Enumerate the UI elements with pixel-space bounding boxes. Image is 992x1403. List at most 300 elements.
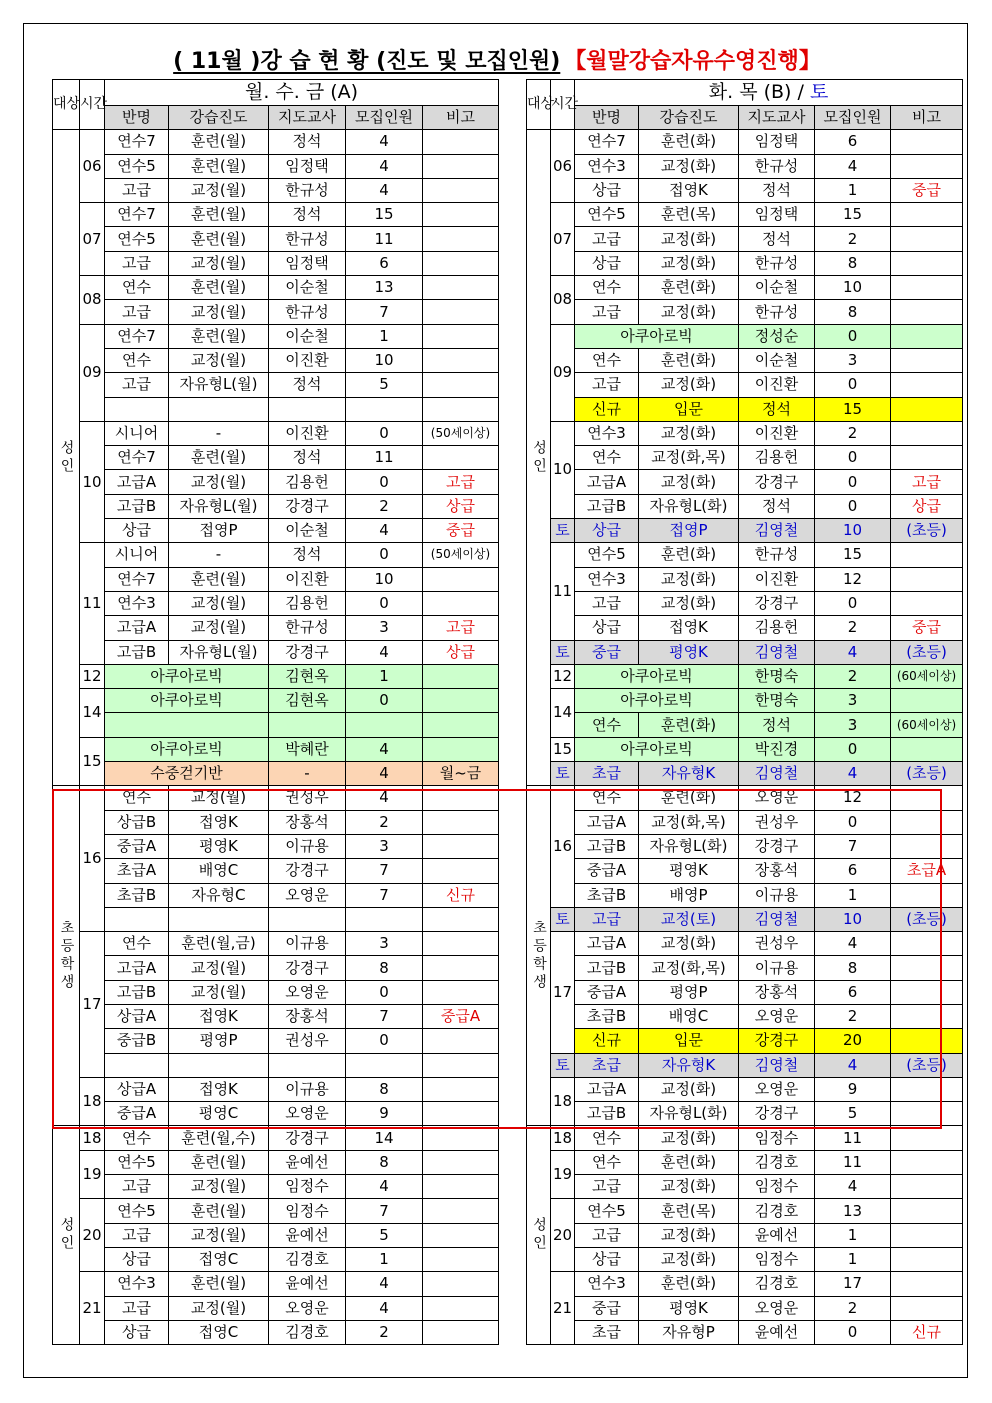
table-row [53, 737, 499, 761]
col-recruit: 모집인원 [815, 106, 891, 130]
header-target: 대상 [53, 80, 80, 130]
cell: 4 [815, 762, 891, 786]
time-cell: 18 [80, 1126, 105, 1150]
cell: 이순철 [739, 276, 815, 300]
cell: 이규용 [269, 932, 346, 956]
cell: 훈련(화) [639, 1272, 739, 1296]
cell: 임정수 [269, 1199, 346, 1223]
cell [891, 737, 963, 761]
table-row [53, 178, 499, 202]
cell: 김용헌 [269, 470, 346, 494]
table-row [527, 348, 963, 372]
table-row [527, 397, 963, 421]
cell: 초급A [105, 859, 169, 883]
cell [423, 130, 499, 154]
cell [423, 859, 499, 883]
table-row [53, 470, 499, 494]
table-row [527, 1272, 963, 1296]
table-row [527, 421, 963, 445]
cell: 윤예선 [269, 1272, 346, 1296]
table-row [53, 543, 499, 567]
cell: 교정(월) [169, 786, 269, 810]
cell: 교정(화) [639, 251, 739, 275]
cell [423, 1223, 499, 1247]
cell [423, 1272, 499, 1296]
title-main: ( 11월 )강 습 현 황 (진도 및 모집인원) [173, 49, 561, 74]
cell: 훈련(화) [639, 786, 739, 810]
cell: 상급 [105, 1247, 169, 1271]
cell: 접영K [169, 810, 269, 834]
cell: 훈련(화) [639, 130, 739, 154]
table-row [53, 1029, 499, 1053]
table-row [53, 591, 499, 615]
table-row [53, 1320, 499, 1344]
cell: 이진환 [739, 421, 815, 445]
cell: 0 [346, 689, 423, 713]
cell: 훈련(화) [639, 713, 739, 737]
cell: 이규용 [269, 834, 346, 858]
table-row [53, 494, 499, 518]
cell: 고급B [575, 494, 639, 518]
cell: 이진환 [269, 421, 346, 445]
cell: 월~금 [423, 762, 499, 786]
cell: 8 [346, 956, 423, 980]
cell: 고급 [423, 470, 499, 494]
cell: 1 [346, 324, 423, 348]
cell: 3 [346, 834, 423, 858]
cell: 0 [815, 446, 891, 470]
cell: 신규 [423, 883, 499, 907]
cell: 입문 [639, 397, 739, 421]
col-note: 비고 [891, 106, 963, 130]
cell: 훈련(월) [169, 1150, 269, 1174]
cell [423, 1247, 499, 1271]
table-row [53, 640, 499, 664]
cell: 시니어 [105, 543, 169, 567]
cell: 4 [346, 519, 423, 543]
cell: 1 [815, 883, 891, 907]
table-row [527, 810, 963, 834]
cell: 김용헌 [269, 591, 346, 615]
cell [423, 1102, 499, 1126]
table-row [527, 1296, 963, 1320]
cell: 5 [346, 1223, 423, 1247]
cell: 교정(화) [639, 567, 739, 591]
cell: 교정(화) [639, 1175, 739, 1199]
table-row [527, 737, 963, 761]
table-row [53, 519, 499, 543]
cell: 강경구 [269, 956, 346, 980]
cell: 시니어 [105, 421, 169, 445]
header-row [53, 80, 499, 106]
table-row [527, 1053, 963, 1077]
cell: 11 [346, 446, 423, 470]
cell [891, 130, 963, 154]
table-row [53, 154, 499, 178]
cell [891, 956, 963, 980]
cell: 한규성 [269, 616, 346, 640]
cell: 자유형L(월) [169, 640, 269, 664]
time-cell: 17 [551, 932, 575, 1053]
table-row [53, 421, 499, 445]
cell: 중급B [105, 1029, 169, 1053]
cell: 연수 [575, 446, 639, 470]
table-row [527, 519, 963, 543]
col-note: 비고 [423, 106, 499, 130]
cell: 고급A [105, 956, 169, 980]
cell: 임정택 [739, 130, 815, 154]
cell: 0 [346, 421, 423, 445]
cell [891, 786, 963, 810]
table-row [53, 203, 499, 227]
col-progress: 강습진도 [169, 106, 269, 130]
cell: 교정(화) [639, 300, 739, 324]
table-row [527, 1175, 963, 1199]
cell: - [169, 543, 269, 567]
header-time: 시간 [551, 80, 575, 130]
table-row [53, 1199, 499, 1223]
cell [423, 786, 499, 810]
cell: 연수5 [575, 203, 639, 227]
table-row [53, 834, 499, 858]
time-cell: 14 [551, 689, 575, 738]
cell: 고급B [105, 494, 169, 518]
cell: 6 [815, 130, 891, 154]
cell: 훈련(화) [639, 348, 739, 372]
cell: 11 [815, 1126, 891, 1150]
cell: 고급 [575, 227, 639, 251]
cell [346, 907, 423, 931]
table-row [527, 203, 963, 227]
table-row [53, 810, 499, 834]
table-row [527, 640, 963, 664]
cell [891, 154, 963, 178]
cell: 김영철 [739, 640, 815, 664]
cell [891, 543, 963, 567]
cell: 연수3 [105, 1272, 169, 1296]
time-cell: 16 [80, 786, 105, 932]
cell: 15 [815, 543, 891, 567]
table-row [527, 591, 963, 615]
cell: 4 [346, 762, 423, 786]
cell: 9 [346, 1102, 423, 1126]
table-row [53, 932, 499, 956]
cell: 이규용 [269, 1077, 346, 1101]
cell: 교정(월) [169, 348, 269, 372]
column-header-row [53, 106, 499, 130]
cell [423, 276, 499, 300]
cell: 초급B [575, 883, 639, 907]
cell [169, 1053, 269, 1077]
cell: 오영운 [739, 1077, 815, 1101]
header-days-text: 화. 목 (B) / [708, 81, 810, 103]
cell [269, 713, 346, 737]
cell: 연수 [575, 276, 639, 300]
cell: 한규성 [269, 178, 346, 202]
cell: 상급B [105, 810, 169, 834]
cell: 이순철 [739, 348, 815, 372]
cell: 강경구 [269, 494, 346, 518]
cell: 자유형P [639, 1320, 739, 1344]
cell: 권성우 [269, 1029, 346, 1053]
cell: 연수5 [575, 1199, 639, 1223]
cell: (50세이상) [423, 543, 499, 567]
cell [891, 1296, 963, 1320]
table-row [53, 348, 499, 372]
table-row [527, 762, 963, 786]
saturday-marker: 토 [551, 1053, 575, 1077]
header-days: 월. 수. 금 (A) [105, 80, 499, 106]
cell [891, 1175, 963, 1199]
cell: 고급 [105, 300, 169, 324]
cell: 신규 [575, 1029, 639, 1053]
cell: 상급 [575, 519, 639, 543]
cell: 자유형L(화) [639, 1102, 739, 1126]
cell: 교정(월) [169, 178, 269, 202]
table-row [53, 883, 499, 907]
table-row [527, 300, 963, 324]
cell: 접영K [639, 616, 739, 640]
cell: 교정(월) [169, 980, 269, 1004]
cell [169, 907, 269, 931]
cell: 연수5 [105, 1150, 169, 1174]
cell: 김영철 [739, 907, 815, 931]
cell: 권성우 [739, 932, 815, 956]
cell: 4 [346, 737, 423, 761]
cell: 7 [346, 1199, 423, 1223]
cell: 고급B [105, 980, 169, 1004]
cell: 훈련(목) [639, 203, 739, 227]
cell: 연수3 [575, 1272, 639, 1296]
cell [423, 591, 499, 615]
table-row [527, 859, 963, 883]
time-cell: 15 [80, 737, 105, 786]
cell: 13 [815, 1199, 891, 1223]
col-progress: 강습진도 [639, 106, 739, 130]
cell: 이규용 [739, 956, 815, 980]
cell: 강경구 [269, 859, 346, 883]
time-cell: 10 [80, 421, 105, 542]
cell: 김경호 [269, 1320, 346, 1344]
cell: 교정(화) [639, 373, 739, 397]
table-row [527, 907, 963, 931]
cell: 17 [815, 1272, 891, 1296]
table-row [527, 664, 963, 688]
cell: 고급A [105, 616, 169, 640]
cell: 상급A [105, 1004, 169, 1028]
cell [891, 980, 963, 1004]
cell [423, 1029, 499, 1053]
cell: 0 [346, 980, 423, 1004]
table-row [53, 762, 499, 786]
cell: 아쿠아로빅 [575, 324, 739, 348]
cell: 고급 [105, 373, 169, 397]
cell: 정석 [269, 373, 346, 397]
cell: 연수 [575, 1150, 639, 1174]
cell: 김경호 [739, 1199, 815, 1223]
cell: 연수5 [105, 227, 169, 251]
cell: 초급 [575, 1053, 639, 1077]
cell: 교정(월) [169, 616, 269, 640]
cell: 중급A [575, 980, 639, 1004]
time-cell: 20 [551, 1199, 575, 1272]
cell: 연수 [575, 348, 639, 372]
table-row [527, 543, 963, 567]
header-time: 시간 [80, 80, 105, 130]
table-row [527, 713, 963, 737]
table-row [527, 154, 963, 178]
time-cell: 11 [80, 543, 105, 664]
cell: (50세이상) [423, 421, 499, 445]
cell: 훈련(월,금) [169, 932, 269, 956]
table-row [53, 786, 499, 810]
cell: 박혜란 [269, 737, 346, 761]
cell: 고급A [575, 1077, 639, 1101]
cell: 1 [815, 1223, 891, 1247]
cell: 아쿠아로빅 [105, 689, 269, 713]
cell: 임정수 [739, 1175, 815, 1199]
cell: 5 [815, 1102, 891, 1126]
cell [891, 1004, 963, 1028]
cell: 강경구 [269, 1126, 346, 1150]
cell: 오영운 [269, 980, 346, 1004]
cell: 0 [815, 737, 891, 761]
table-row [53, 1272, 499, 1296]
cell: 7 [346, 859, 423, 883]
cell [423, 1175, 499, 1199]
cell: 교정(화,목) [639, 446, 739, 470]
cell: 1 [346, 1247, 423, 1271]
table-row [53, 1077, 499, 1101]
cell [105, 713, 269, 737]
cell: 임정수 [739, 1247, 815, 1271]
cell: - [269, 762, 346, 786]
cell: 교정(화,목) [639, 956, 739, 980]
table-row [527, 494, 963, 518]
cell [423, 713, 499, 737]
table-row [527, 1199, 963, 1223]
cell: 접영C [169, 1320, 269, 1344]
cell: 이진환 [739, 567, 815, 591]
cell: 2 [346, 1320, 423, 1344]
cell: 장홍석 [269, 1004, 346, 1028]
time-cell: 18 [80, 1077, 105, 1126]
header-days-saturday: 토 [809, 81, 829, 103]
cell: 연수 [105, 348, 169, 372]
cell: (초등) [891, 762, 963, 786]
time-cell: 09 [80, 324, 105, 421]
table-row [527, 834, 963, 858]
table-row [53, 227, 499, 251]
table-row [527, 567, 963, 591]
cell: 고급B [575, 834, 639, 858]
cell [891, 227, 963, 251]
cell: 중급 [423, 519, 499, 543]
cell: (60세이상) [891, 713, 963, 737]
table-row [527, 1077, 963, 1101]
cell: 2 [815, 1004, 891, 1028]
cell: 중급A [575, 859, 639, 883]
time-cell: 14 [80, 689, 105, 738]
cell: 자유형L(월) [169, 494, 269, 518]
table-row [527, 251, 963, 275]
cell: 오영운 [739, 1004, 815, 1028]
cell: 교정(월) [169, 591, 269, 615]
cell: 평영K [639, 859, 739, 883]
cell: 한규성 [739, 300, 815, 324]
cell: 상급A [105, 1077, 169, 1101]
cell: 접영P [639, 519, 739, 543]
cell: 8 [346, 1150, 423, 1174]
group-label: 초등학생 [527, 786, 551, 1126]
cell: 연수3 [575, 154, 639, 178]
cell: 4 [346, 1296, 423, 1320]
cell: 권성우 [739, 810, 815, 834]
cell [891, 567, 963, 591]
cell: 1 [815, 1247, 891, 1271]
cell [891, 373, 963, 397]
cell: 중급 [575, 640, 639, 664]
cell: 교정(화) [639, 421, 739, 445]
time-cell: 06 [80, 130, 105, 203]
table-row [53, 859, 499, 883]
cell: 4 [815, 154, 891, 178]
cell: 자유형K [639, 762, 739, 786]
cell: 20 [815, 1029, 891, 1053]
cell: 자유형K [639, 1053, 739, 1077]
cell: 교정(월) [169, 1296, 269, 1320]
cell: 초급A [891, 859, 963, 883]
cell: 임정택 [739, 203, 815, 227]
cell: 7 [815, 834, 891, 858]
cell: 교정(토) [639, 907, 739, 931]
cell: 김영철 [739, 1053, 815, 1077]
table-row [527, 130, 963, 154]
table-row [53, 1053, 499, 1077]
time-cell: 09 [551, 324, 575, 421]
cell: 0 [346, 470, 423, 494]
cell: 연수7 [105, 130, 169, 154]
cell: 0 [815, 470, 891, 494]
col-recruit: 모집인원 [346, 106, 423, 130]
cell: 이규용 [739, 883, 815, 907]
cell: 아쿠아로빅 [575, 737, 739, 761]
cell: 신규 [575, 397, 639, 421]
time-cell: 07 [551, 203, 575, 276]
cell [423, 373, 499, 397]
cell: 고급 [575, 591, 639, 615]
cell: 고급 [891, 470, 963, 494]
cell: 윤예선 [739, 1320, 815, 1344]
cell: 고급B [575, 956, 639, 980]
group-label: 성인 [527, 130, 551, 786]
cell: 이진환 [269, 348, 346, 372]
cell: 0 [346, 591, 423, 615]
cell: 4 [346, 154, 423, 178]
cell [105, 397, 169, 421]
cell: 상급 [575, 178, 639, 202]
cell: 고급 [575, 300, 639, 324]
cell: 권성우 [269, 786, 346, 810]
table-row [53, 130, 499, 154]
cell: 윤예선 [269, 1150, 346, 1174]
cell [891, 834, 963, 858]
cell: 2 [815, 1296, 891, 1320]
cell [269, 907, 346, 931]
cell: 임정택 [269, 154, 346, 178]
cell: 고급 [575, 1223, 639, 1247]
cell: 0 [346, 543, 423, 567]
